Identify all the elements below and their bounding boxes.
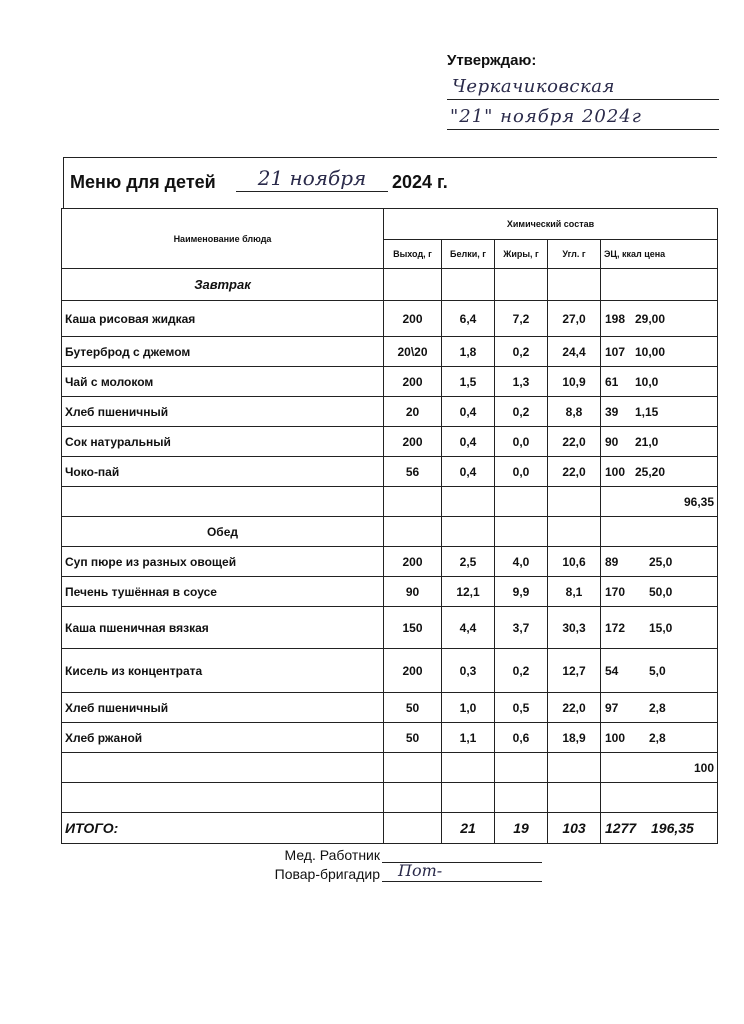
empty-cell [384, 753, 442, 783]
subtotal-row [62, 487, 718, 517]
ec-cell [601, 397, 718, 427]
carbs: 22,0 [548, 427, 601, 457]
dish-name: Хлеб пшеничный [62, 693, 384, 723]
empty-cell [495, 517, 548, 547]
price: 10,0 [635, 374, 659, 389]
output: 20\20 [384, 337, 442, 367]
output: 50 [384, 723, 442, 753]
empty-cell [601, 517, 718, 547]
table-row [62, 693, 718, 723]
approval-signature: Черкачиковская [452, 76, 615, 97]
table-row [62, 577, 718, 607]
empty-cell [384, 517, 442, 547]
empty-cell [548, 517, 601, 547]
table-row [62, 547, 718, 577]
kcal: 100 [605, 730, 626, 745]
approval-date: "21" ноября 2024г [450, 106, 642, 127]
price: 50,0 [649, 584, 673, 599]
fat: 0,5 [495, 693, 548, 723]
header-row [62, 209, 718, 240]
dish-name: Сок натуральный [62, 427, 384, 457]
empty-cell [495, 783, 548, 813]
ec-cell [601, 457, 718, 487]
lunch-subtotal: 100 [601, 753, 718, 783]
output: 150 [384, 607, 442, 649]
fat: 0,6 [495, 723, 548, 753]
output: 90 [384, 577, 442, 607]
carbs: 8,1 [548, 577, 601, 607]
kcal: 97 [605, 700, 619, 715]
kcal: 198 [605, 311, 626, 326]
output: 200 [384, 367, 442, 397]
empty-cell [601, 783, 718, 813]
carbs: 24,4 [548, 337, 601, 367]
output: 200 [384, 649, 442, 693]
carbs: 10,9 [548, 367, 601, 397]
fat: 3,7 [495, 607, 548, 649]
protein: 1,8 [442, 337, 495, 367]
price: 15,0 [649, 620, 673, 635]
kcal: 89 [605, 554, 619, 569]
ec-cell [601, 427, 718, 457]
fat: 9,9 [495, 577, 548, 607]
ec-cell [601, 649, 718, 693]
output: 200 [384, 427, 442, 457]
protein: 1,5 [442, 367, 495, 397]
total-price: 196,35 [651, 820, 694, 836]
empty-cell [384, 487, 442, 517]
header-ec: ЭЦ, ккал цена [601, 240, 718, 269]
lunch-items [62, 547, 718, 753]
kcal: 107 [605, 344, 626, 359]
protein: 12,1 [442, 577, 495, 607]
carbs: 22,0 [548, 457, 601, 487]
header-name: Наименование блюда [62, 209, 384, 269]
price: 25,20 [635, 464, 666, 479]
price: 25,0 [649, 554, 673, 569]
price: 1,15 [635, 404, 659, 419]
fat: 0,2 [495, 649, 548, 693]
table-row [62, 649, 718, 693]
empty-cell [384, 269, 442, 301]
ec-cell [601, 723, 718, 753]
empty-cell [601, 269, 718, 301]
header-fat: Жиры, г [495, 240, 548, 269]
dish-name: Суп пюре из разных овощей [62, 547, 384, 577]
signature-line [447, 99, 719, 100]
empty-cell [548, 487, 601, 517]
carbs: 10,6 [548, 547, 601, 577]
header-output: Выход, г [384, 240, 442, 269]
table-row [62, 337, 718, 367]
dish-name: Кисель из концентрата [62, 649, 384, 693]
ec-cell [601, 367, 718, 397]
table-row [62, 301, 718, 337]
carbs: 27,0 [548, 301, 601, 337]
table-row [62, 607, 718, 649]
kcal: 100 [605, 464, 626, 479]
total-row [62, 813, 718, 844]
section-breakfast: Завтрак [62, 269, 384, 301]
empty-cell [548, 783, 601, 813]
empty-cell [548, 269, 601, 301]
carbs: 18,9 [548, 723, 601, 753]
kcal: 170 [605, 584, 626, 599]
total-ec [601, 813, 718, 844]
section-row [62, 269, 718, 301]
approval-label: Утверждаю: [447, 52, 537, 69]
page-title: Меню для детей [70, 172, 216, 192]
protein: 0,4 [442, 457, 495, 487]
ec-cell [601, 337, 718, 367]
date-line [447, 129, 719, 130]
protein: 0,4 [442, 397, 495, 427]
carbs: 30,3 [548, 607, 601, 649]
kcal: 90 [605, 434, 619, 449]
table-row [62, 397, 718, 427]
empty-cell [384, 813, 442, 844]
cook-label: Повар-бригадир [274, 866, 380, 882]
section-lunch: Обед [62, 517, 384, 547]
total-label: ИТОГО: [62, 813, 384, 844]
fat: 7,2 [495, 301, 548, 337]
breakfast-items [62, 301, 718, 487]
empty-cell [442, 269, 495, 301]
fat: 4,0 [495, 547, 548, 577]
empty-cell [548, 753, 601, 783]
header-carbs: Угл. г [548, 240, 601, 269]
table-row [62, 427, 718, 457]
dish-name: Каша пшеничная вязкая [62, 607, 384, 649]
title-date-line [236, 191, 388, 192]
dish-name: Чоко-пай [62, 457, 384, 487]
empty-cell [442, 517, 495, 547]
carbs: 22,0 [548, 693, 601, 723]
kcal: 61 [605, 374, 619, 389]
dish-name: Каша рисовая жидкая [62, 301, 384, 337]
frame-top-border [63, 157, 717, 158]
empty-cell [495, 753, 548, 783]
dish-name: Хлеб ржаной [62, 723, 384, 753]
total-protein: 21 [442, 813, 495, 844]
empty-cell [442, 783, 495, 813]
cook-signature: Пот- [398, 861, 443, 880]
fat: 0,2 [495, 397, 548, 427]
empty-cell [62, 783, 384, 813]
fat: 1,3 [495, 367, 548, 397]
empty-cell [495, 269, 548, 301]
table-row [62, 457, 718, 487]
protein: 6,4 [442, 301, 495, 337]
dish-name: Бутерброд с джемом [62, 337, 384, 367]
kcal: 54 [605, 663, 619, 678]
header-protein: Белки, г [442, 240, 495, 269]
empty-cell [495, 487, 548, 517]
protein: 4,4 [442, 607, 495, 649]
kcal: 39 [605, 404, 619, 419]
empty-cell [384, 783, 442, 813]
title-year: 2024 г. [392, 172, 448, 192]
output: 20 [384, 397, 442, 427]
dish-name: Хлеб пшеничный [62, 397, 384, 427]
output: 200 [384, 301, 442, 337]
protein: 1,1 [442, 723, 495, 753]
total-carbs: 103 [548, 813, 601, 844]
total-kcal: 1277 [605, 820, 637, 836]
ec-cell [601, 547, 718, 577]
ec-cell [601, 607, 718, 649]
dish-name: Чай с молоком [62, 367, 384, 397]
kcal: 172 [605, 620, 626, 635]
fat: 0,2 [495, 337, 548, 367]
section-row [62, 517, 718, 547]
frame-left-border [63, 157, 64, 209]
title-date: 21 ноября [257, 166, 367, 190]
cook-signature-line [382, 881, 542, 882]
ec-cell [601, 693, 718, 723]
protein: 0,4 [442, 427, 495, 457]
spacer-row [62, 783, 718, 813]
price: 21,0 [635, 434, 659, 449]
protein: 1,0 [442, 693, 495, 723]
price: 2,8 [649, 730, 666, 745]
ec-cell [601, 577, 718, 607]
ec-cell [601, 301, 718, 337]
price: 10,00 [635, 344, 666, 359]
empty-cell [442, 487, 495, 517]
price: 29,00 [635, 311, 666, 326]
output: 50 [384, 693, 442, 723]
empty-cell [62, 753, 384, 783]
output: 200 [384, 547, 442, 577]
carbs: 12,7 [548, 649, 601, 693]
med-worker-label: Мед. Работник [284, 847, 380, 863]
empty-cell [442, 753, 495, 783]
breakfast-subtotal: 96,35 [601, 487, 718, 517]
price: 5,0 [649, 663, 666, 678]
header-chem: Химический состав [384, 209, 718, 240]
protein: 2,5 [442, 547, 495, 577]
table-row [62, 367, 718, 397]
total-fat: 19 [495, 813, 548, 844]
fat: 0,0 [495, 457, 548, 487]
output: 56 [384, 457, 442, 487]
empty-cell [62, 487, 384, 517]
fat: 0,0 [495, 427, 548, 457]
protein: 0,3 [442, 649, 495, 693]
price: 2,8 [649, 700, 666, 715]
table-row [62, 723, 718, 753]
menu-table [61, 208, 718, 844]
carbs: 8,8 [548, 397, 601, 427]
subtotal-row [62, 753, 718, 783]
dish-name: Печень тушённая в соусе [62, 577, 384, 607]
